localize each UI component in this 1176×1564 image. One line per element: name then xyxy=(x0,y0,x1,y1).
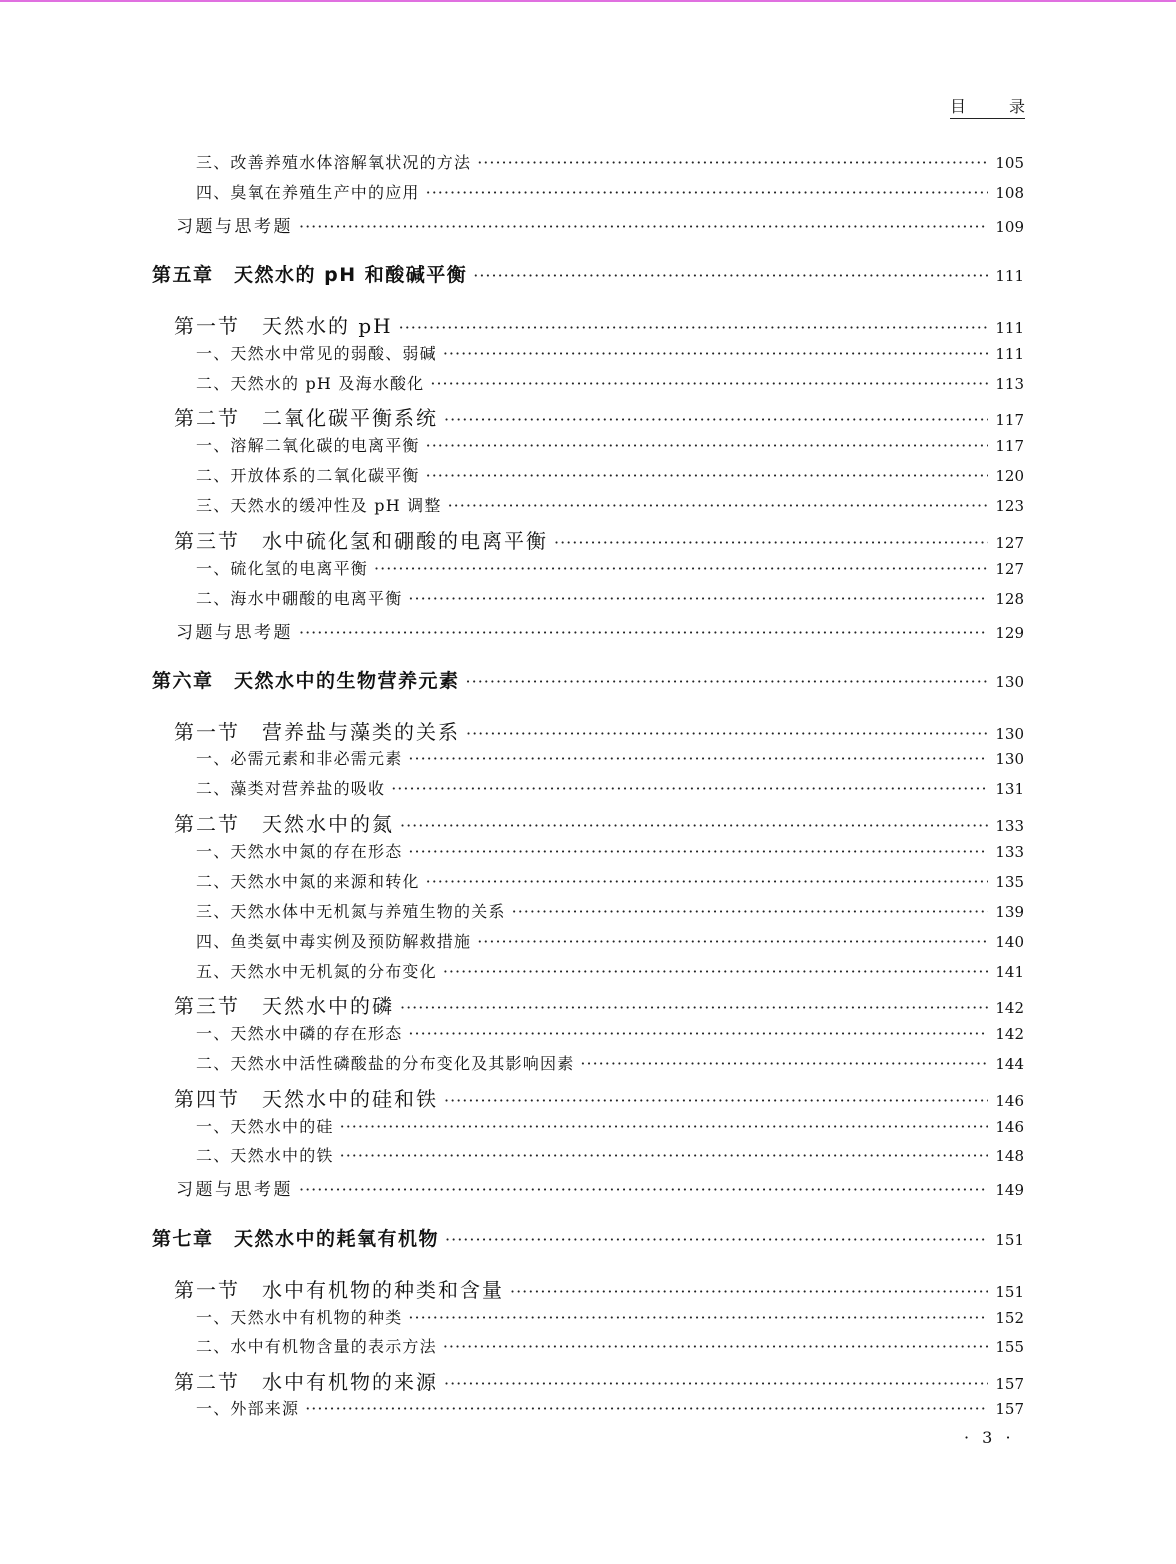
dot-leader xyxy=(408,842,988,861)
toc-entry-page: 127 xyxy=(995,534,1024,552)
dot-leader xyxy=(473,266,988,285)
toc-entry-page: 148 xyxy=(995,1147,1024,1165)
toc-entry-page: 142 xyxy=(995,1025,1024,1043)
toc-entry-title: 第二节 水中有机物的来源 xyxy=(174,1370,438,1394)
dot-leader xyxy=(444,410,988,429)
dot-leader xyxy=(510,1282,988,1301)
toc-entry-title: 一、硫化氢的电离平衡 xyxy=(196,559,369,578)
toc-entry-title: 一、必需元素和非必需元素 xyxy=(196,749,403,768)
top-border-line xyxy=(0,0,1176,2)
toc-entry-page: 123 xyxy=(995,497,1024,515)
toc-entry-title: 二、藻类对营养盐的吸收 xyxy=(196,779,386,798)
dot-leader xyxy=(408,749,988,768)
toc-subsection[interactable] xyxy=(196,1305,1024,1328)
dot-leader xyxy=(443,962,988,981)
toc-entry-page: 108 xyxy=(995,184,1024,202)
toc-subsection[interactable] xyxy=(196,1143,1024,1166)
dot-leader xyxy=(374,559,988,578)
dot-leader xyxy=(400,998,988,1017)
toc-entry-title: 第三节 天然水中的磷 xyxy=(174,994,394,1018)
toc-entry-title: 二、海水中硼酸的电离平衡 xyxy=(196,589,403,608)
toc-entry-title: 第二节 天然水中的氮 xyxy=(174,812,394,836)
toc-entry-page: 151 xyxy=(995,1231,1024,1249)
toc-entry-page: 139 xyxy=(995,903,1024,921)
toc-entry-page: 117 xyxy=(995,437,1024,455)
toc-entry-page: 144 xyxy=(995,1055,1024,1073)
toc-subsection[interactable] xyxy=(196,371,1024,394)
toc-entry-title: 一、溶解二氧化碳的电离平衡 xyxy=(196,436,420,455)
toc-subsection[interactable] xyxy=(196,776,1024,799)
toc-entry-page: 111 xyxy=(995,319,1024,337)
toc-entry-title: 二、天然水中氮的来源和转化 xyxy=(196,872,420,891)
toc-subsection[interactable] xyxy=(196,1396,1024,1419)
toc-entry-page: 120 xyxy=(995,467,1024,485)
toc-subsection[interactable] xyxy=(196,586,1024,609)
toc-subsection[interactable] xyxy=(196,341,1024,364)
dot-leader xyxy=(448,496,988,515)
dot-leader xyxy=(340,1146,988,1165)
toc-subsection[interactable] xyxy=(196,493,1024,516)
toc-exercises[interactable] xyxy=(176,618,1024,643)
dot-leader xyxy=(408,1024,988,1043)
toc-entry-page: 157 xyxy=(995,1400,1024,1418)
toc-entry-page: 111 xyxy=(995,267,1024,285)
toc-subsection[interactable] xyxy=(196,150,1024,173)
toc-section[interactable] xyxy=(174,310,1024,339)
toc-subsection[interactable] xyxy=(196,1114,1024,1137)
toc-entry-title: 五、天然水中无机氮的分布变化 xyxy=(196,962,437,981)
toc-entry-page: 130 xyxy=(995,725,1024,743)
toc-entry-page: 128 xyxy=(995,590,1024,608)
dot-leader xyxy=(443,344,988,363)
toc-entry-title: 一、天然水中磷的存在形态 xyxy=(196,1024,403,1043)
toc-entry-title: 习题与思考题 xyxy=(176,217,293,237)
toc-section[interactable] xyxy=(174,1083,1024,1112)
dot-leader xyxy=(554,533,988,552)
toc-subsection[interactable] xyxy=(196,839,1024,862)
toc-entry-page: 152 xyxy=(995,1309,1024,1327)
toc-entry-title: 三、改善养殖水体溶解氧状况的方法 xyxy=(196,153,472,172)
toc-subsection[interactable] xyxy=(196,463,1024,486)
toc-subsection[interactable] xyxy=(196,746,1024,769)
toc-entry-page: 129 xyxy=(995,624,1024,642)
dot-leader xyxy=(426,436,988,455)
toc-entry-page: 127 xyxy=(995,560,1024,578)
toc-subsection[interactable] xyxy=(196,869,1024,892)
toc-section[interactable] xyxy=(174,716,1024,745)
toc-chapter[interactable] xyxy=(152,666,1024,693)
toc-entry-page: 117 xyxy=(995,411,1024,429)
toc-entry-title: 第七章 天然水中的耗氧有机物 xyxy=(152,1228,440,1250)
header-left-char: 目 xyxy=(950,97,967,116)
running-header xyxy=(950,94,1025,119)
dot-leader xyxy=(426,872,988,891)
toc-entry-page: 141 xyxy=(995,963,1024,981)
dot-leader xyxy=(430,374,988,393)
toc-exercises[interactable] xyxy=(176,1175,1024,1200)
toc-entry-page: 113 xyxy=(995,375,1024,393)
toc-entry-title: 二、天然水中活性磷酸盐的分布变化及其影响因素 xyxy=(196,1054,575,1073)
toc-entry-title: 二、天然水的 pH 及海水酸化 xyxy=(196,374,425,393)
toc-entry-title: 二、开放体系的二氧化碳平衡 xyxy=(196,466,420,485)
toc-entry-page: 105 xyxy=(995,154,1024,172)
toc-entry-title: 第二节 二氧化碳平衡系统 xyxy=(174,406,438,430)
toc-section[interactable] xyxy=(174,808,1024,837)
toc-entry-title: 四、臭氧在养殖生产中的应用 xyxy=(196,183,420,202)
toc-entry-page: 133 xyxy=(995,817,1024,835)
toc-subsection[interactable] xyxy=(196,556,1024,579)
toc-entry-title: 一、天然水中氮的存在形态 xyxy=(196,842,403,861)
toc-entry-page: 157 xyxy=(995,1375,1024,1393)
toc-entry-title: 三、天然水体中无机氮与养殖生物的关系 xyxy=(196,902,506,921)
toc-entry-title: 一、外部来源 xyxy=(196,1399,300,1418)
dot-leader xyxy=(444,1091,988,1110)
toc-entry-page: 149 xyxy=(995,1181,1024,1199)
toc-entry-page: 151 xyxy=(995,1283,1024,1301)
toc-entry-page: 140 xyxy=(995,933,1024,951)
toc-section[interactable] xyxy=(174,1366,1024,1395)
toc-entry-page: 146 xyxy=(995,1118,1024,1136)
toc-entry-title: 第五章 天然水的 pH 和酸碱平衡 xyxy=(152,264,468,286)
dot-leader xyxy=(340,1117,988,1136)
toc-entry-page: 111 xyxy=(995,345,1024,363)
toc-chapter[interactable] xyxy=(152,1224,1024,1251)
toc-entry-title: 第一节 水中有机物的种类和含量 xyxy=(174,1278,504,1302)
toc-section[interactable] xyxy=(174,990,1024,1019)
toc-subsection[interactable] xyxy=(196,1051,1024,1074)
dot-leader xyxy=(426,466,988,485)
dot-leader xyxy=(426,183,988,202)
dot-leader xyxy=(408,589,988,608)
toc-entry-title: 第一节 营养盐与藻类的关系 xyxy=(174,720,460,744)
dot-leader xyxy=(305,1399,988,1418)
toc-entry-title: 第六章 天然水中的生物营养元素 xyxy=(152,670,460,692)
toc-entry-title: 第四节 天然水中的硅和铁 xyxy=(174,1087,438,1111)
toc-entry-page: 135 xyxy=(995,873,1024,891)
toc-entry-title: 习题与思考题 xyxy=(176,1180,293,1200)
toc-subsection[interactable] xyxy=(196,433,1024,456)
header-right-char: 录 xyxy=(1008,97,1025,116)
toc-entry-page: 155 xyxy=(995,1338,1024,1356)
toc-chapter[interactable] xyxy=(152,260,1024,287)
toc-entry-title: 二、天然水中的铁 xyxy=(196,1146,334,1165)
dot-leader xyxy=(512,902,988,921)
toc-entry-title: 第三节 水中硫化氢和硼酸的电离平衡 xyxy=(174,529,548,553)
dot-leader xyxy=(466,724,988,743)
dot-leader xyxy=(445,1230,988,1249)
dot-leader xyxy=(444,1374,988,1393)
dot-leader xyxy=(400,816,988,835)
toc-entry-title: 一、天然水中常见的弱酸、弱碱 xyxy=(196,344,437,363)
dot-leader xyxy=(443,1337,988,1356)
dot-leader xyxy=(477,153,988,172)
dot-leader xyxy=(299,217,988,236)
toc-entry-page: 146 xyxy=(995,1092,1024,1110)
toc-subsection[interactable] xyxy=(196,929,1024,952)
dot-leader xyxy=(580,1054,988,1073)
toc-entry-title: 一、天然水中的硅 xyxy=(196,1117,334,1136)
toc-entry-page: 142 xyxy=(995,999,1024,1017)
toc-subsection[interactable] xyxy=(196,180,1024,203)
toc-entry-title: 四、鱼类氨中毒实例及预防解救措施 xyxy=(196,932,472,951)
toc-subsection[interactable] xyxy=(196,1334,1024,1357)
dot-leader xyxy=(299,623,988,642)
dot-leader xyxy=(408,1308,988,1327)
toc-entry-page: 130 xyxy=(995,750,1024,768)
toc-entry-page: 109 xyxy=(995,218,1024,236)
dot-leader xyxy=(299,1180,988,1199)
toc-subsection[interactable] xyxy=(196,899,1024,922)
toc-entry-title: 第一节 天然水的 pH xyxy=(174,314,393,338)
toc-section[interactable] xyxy=(174,525,1024,554)
toc-entry-title: 习题与思考题 xyxy=(176,623,293,643)
toc-subsection[interactable] xyxy=(196,959,1024,982)
toc-entry-title: 二、水中有机物含量的表示方法 xyxy=(196,1337,437,1356)
toc-entry-title: 三、天然水的缓冲性及 pH 调整 xyxy=(196,496,442,515)
dot-leader xyxy=(391,779,988,798)
toc-exercises[interactable] xyxy=(176,212,1024,237)
toc-subsection[interactable] xyxy=(196,1021,1024,1044)
toc-entry-page: 130 xyxy=(995,673,1024,691)
toc-section[interactable] xyxy=(174,402,1024,431)
dot-leader xyxy=(477,932,988,951)
dot-leader xyxy=(466,672,988,691)
toc-entry-page: 131 xyxy=(995,780,1024,798)
dot-leader xyxy=(399,318,988,337)
page-number: · 3 · xyxy=(964,1428,1015,1447)
toc-section[interactable] xyxy=(174,1274,1024,1303)
toc-entry-page: 133 xyxy=(995,843,1024,861)
toc-entry-title: 一、天然水中有机物的种类 xyxy=(196,1308,403,1327)
